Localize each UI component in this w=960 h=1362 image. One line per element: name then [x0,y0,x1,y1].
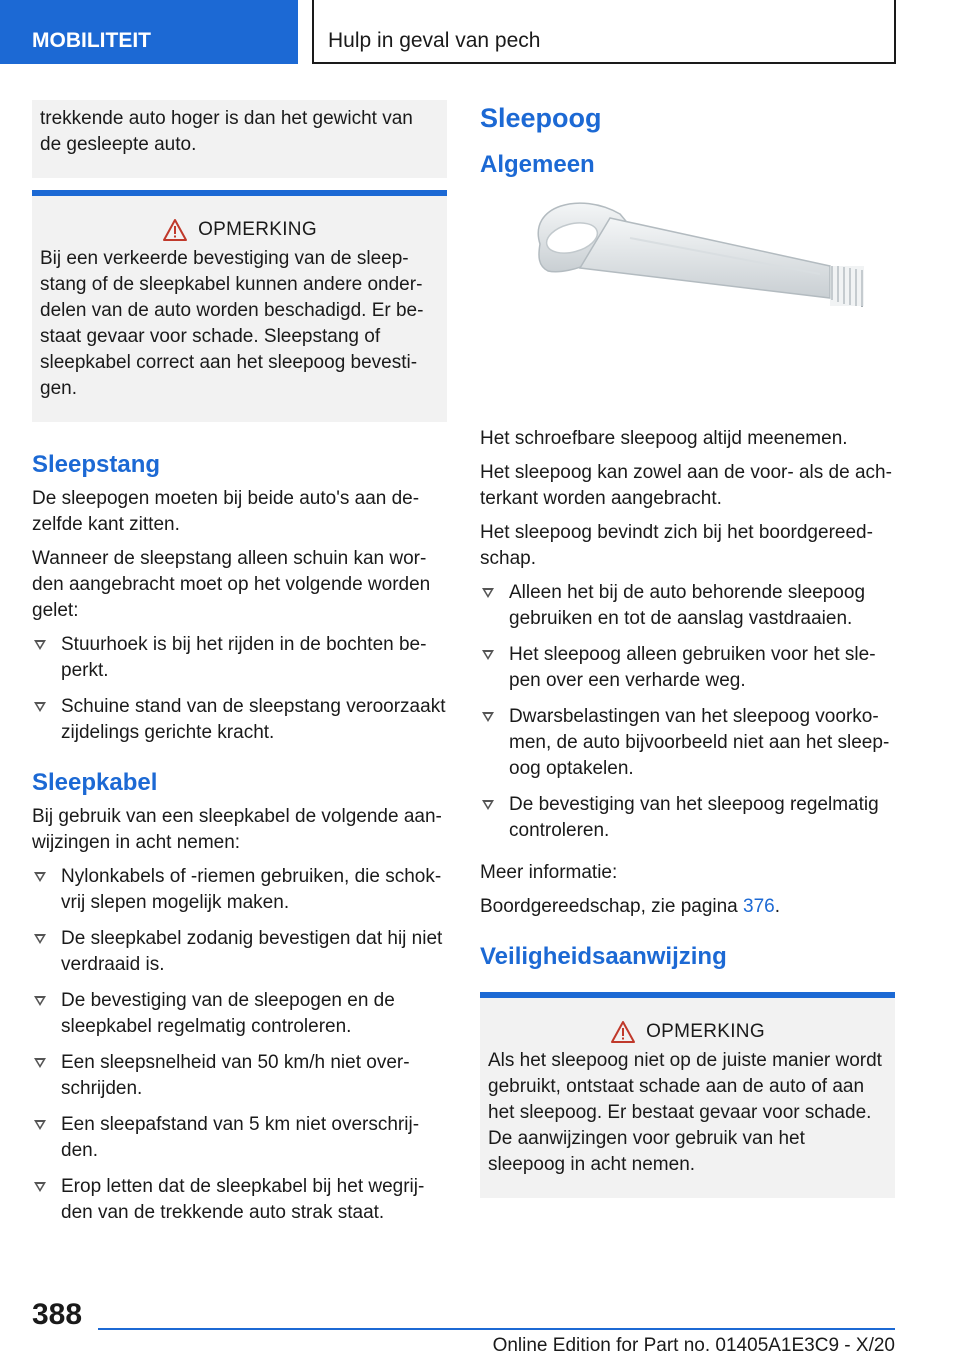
list-item: De bevestiging van het sleepoog regelmatig controleren. [480,792,895,844]
list-item: Dwarsbelastingen van het sleepoog voorkomen, de auto bijvoorbeeld niet aan het sleepoog optakelen. [480,704,895,782]
notice-label: OPMERKING [198,219,317,240]
list-sleepoog [480,580,895,844]
heading-sleepkabel: Sleepkabel [32,769,158,796]
edition-footer: Online Edition for Part no. 01405A1E3C9 - X/20 [492,1335,895,1356]
heading-veiligheid: Veiligheidsaanwijzing [480,943,727,970]
footer-divider [98,1328,895,1330]
notice-header [40,218,439,242]
bullet-triangle-icon [34,872,46,882]
bullet-triangle-icon [34,934,46,944]
page-link[interactable]: 376 [743,896,775,917]
bullet-triangle-icon [34,640,46,650]
heading-sleepstang: Sleepstang [32,451,161,478]
tow-eye-illustration [480,186,895,416]
paragraph: Bij gebruik van een sleepkabel de volgende aanwijzingen in acht nemen: [32,806,442,853]
list-item: Schuine stand van de sleepstang veroorzaakt zijdelings gerichte kracht. [32,694,447,746]
list-item: Alleen het bij de auto behorende sleepoog gebruiken en tot de aanslag vastdraaien. [480,580,895,632]
bullet-triangle-icon [482,712,494,722]
list-item: Erop letten dat de sleepkabel bij het wegrijden van de trekkende auto strak staat. [32,1174,447,1226]
notice-box-2 [480,992,895,1198]
paragraph: Het sleepoog kan zowel aan de voor- als de achterkant worden aangebracht. [480,462,892,509]
list-sleepstang [32,632,447,746]
cross-reference: Boordgereedschap, zie pagina 376. [480,896,781,917]
paragraph: Wanneer de sleepstang alleen schuin kan worden aangebracht moet op het volgende worden gelet: [32,548,431,621]
bullet-triangle-icon [482,588,494,598]
heading-sleepoog: Sleepoog [480,103,602,133]
bullet-triangle-icon [34,1120,46,1130]
paragraph: Het sleepoog bevindt zich bij het boordgereedschap. [480,522,873,569]
paragraph: Het schroefbare sleepoog altijd meenemen. [480,428,848,449]
page-number: 388 [32,1298,83,1331]
bullet-triangle-icon [34,1058,46,1068]
warning-icon [162,218,188,242]
heading-algemeen: Algemeen [480,151,595,178]
list-sleepkabel [32,864,447,1226]
bullet-triangle-icon [482,800,494,810]
warning-icon [610,1020,636,1044]
notice-text: Bij een verkeerde bevestiging van de sleepstang of de sleepkabel kunnen andere onderdelen van de auto worden beschadigd. Er bestaat gevaar voor schade. Sleepstang of sleepkabel correct aan het sleepoog bevestigen. [40,248,424,399]
list-item: Stuurhoek is bij het rijden in de bochten beperkt. [32,632,447,684]
list-item: De sleepkabel zodanig bevestigen dat hij niet verdraaid is. [32,926,447,978]
tow-eye-image [480,186,895,416]
chapter-title: Hulp in geval van pech [312,0,896,64]
notice-text: Als het sleepoog niet op de juiste manier wordt gebruikt, ontstaat schade aan de auto of aan het sleepoog. Er bestaat gevaar voor schade. De aanwijzingen voor gebruik van het sleepoog in acht nemen. [488,1050,882,1175]
bullet-triangle-icon [34,996,46,1006]
continuation-text: trekkende auto hoger is dan het gewicht van de gesleepte auto. [40,108,413,155]
right-column [480,100,895,1198]
paragraph: De sleepogen moeten bij beide auto's aan dezelfde kant zitten. [32,488,420,535]
list-item: Een sleepsnelheid van 50 km/h niet overschrijden. [32,1050,447,1102]
continuation-box [32,100,447,178]
list-item: Een sleepafstand van 5 km niet overschrijden. [32,1112,447,1164]
notice-box-1 [32,190,447,422]
section-tab: MOBILITEIT [0,0,298,64]
bullet-triangle-icon [34,1182,46,1192]
bullet-triangle-icon [34,702,46,712]
list-item: Nylonkabels of -riemen gebruiken, die schokvrij slepen mogelijk maken. [32,864,447,916]
list-item: Het sleepoog alleen gebruiken voor het slepen over een verharde weg. [480,642,895,694]
list-item: De bevestiging van de sleepogen en de sleepkabel regelmatig controleren. [32,988,447,1040]
notice-label: OPMERKING [646,1021,765,1042]
left-column [32,100,447,1236]
bullet-triangle-icon [482,650,494,660]
more-info-label: Meer informatie: [480,862,618,883]
notice-header [488,1020,887,1044]
